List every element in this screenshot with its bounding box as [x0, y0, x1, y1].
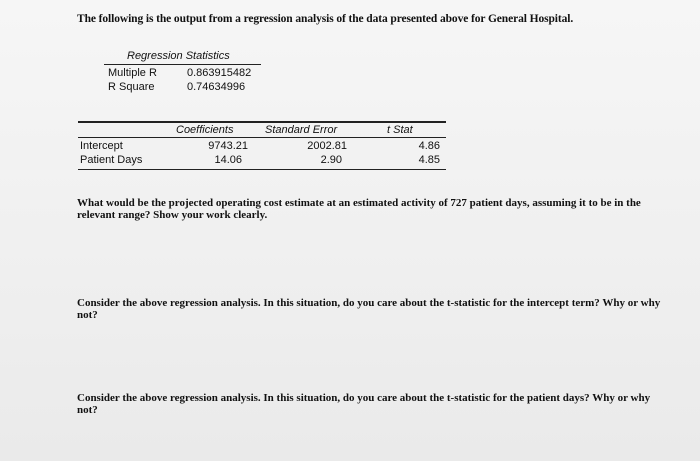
- question-patient-days-t-stat: Consider the above regression analysis. In this situation, do you care about the t-statistic for the patient days? Why or why not?: [77, 392, 651, 416]
- regression-statistics-title: Regression Statistics: [127, 50, 230, 62]
- intro-text: The following is the output from a regression analysis of the data presented above for General Hospital.: [77, 13, 574, 25]
- cell-intercept-t-stat: 4.86: [418, 140, 440, 152]
- header-standard-error: Standard Error: [265, 124, 338, 136]
- stats-label-multiple-r: Multiple R: [108, 67, 157, 79]
- row-label-intercept: Intercept: [80, 140, 123, 152]
- question-projected-cost: What would be the projected operating cost estimate at an estimated activity of 727 patient days, assuming it to be in the relevant range? Show your work clearly.: [77, 197, 641, 221]
- stats-value-r-square: 0.74634996: [187, 81, 246, 93]
- header-t-stat: t Stat: [387, 124, 413, 136]
- cell-patient-days-coefficient: 14.06: [214, 154, 242, 166]
- header-rule: [78, 137, 446, 138]
- cell-intercept-coefficient: 9743.21: [208, 140, 248, 152]
- stats-label-r-square: R Square: [108, 81, 155, 93]
- question-intercept-t-stat: Consider the above regression analysis. In this situation, do you care about the t-statistic for the intercept term? Why or why not?: [77, 297, 661, 321]
- cell-patient-days-t-stat: 4.85: [418, 154, 440, 166]
- table-top-rule: [78, 121, 446, 123]
- cell-intercept-standard-error: 2002.81: [307, 140, 347, 152]
- row-label-patient-days: Patient Days: [80, 154, 143, 166]
- header-coefficients: Coefficients: [176, 124, 234, 136]
- cell-patient-days-standard-error: 2.90: [320, 154, 342, 166]
- table-bottom-rule: [78, 169, 446, 170]
- stats-value-multiple-r: 0.863915482: [187, 67, 252, 79]
- stats-title-rule: [104, 64, 261, 65]
